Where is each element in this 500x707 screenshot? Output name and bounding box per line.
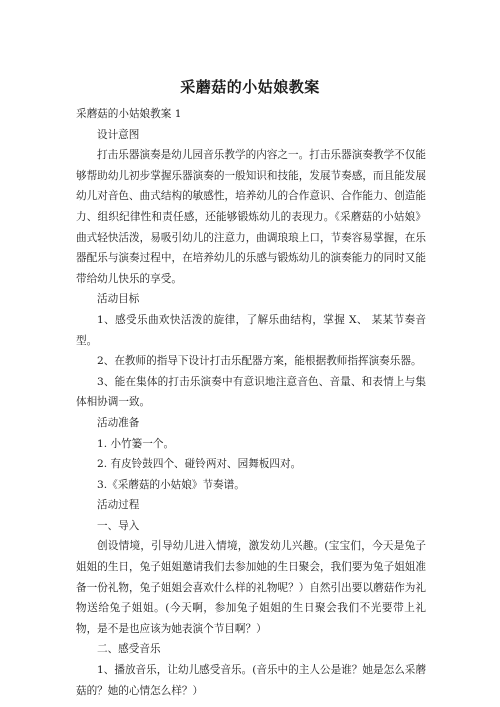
- document-title: 采蘑菇的小姑娘教案: [180, 78, 320, 96]
- section-heading-preparation: 活动准备: [97, 416, 140, 429]
- preparation-item-2: 2. 有皮铃鼓四个、碰铃两对、园舞板四对。: [97, 458, 302, 471]
- process-step-feel-music-heading: 二、感受音乐: [97, 643, 161, 656]
- objective-item-2: 2、在教师的指导下设计打击乐配器方案，能根据教师指挥演奏乐器。: [97, 355, 422, 368]
- section-heading-objectives: 活动目标: [97, 293, 140, 306]
- process-step-intro-heading: 一、导入: [97, 519, 140, 532]
- preparation-item-1: 1. 小竹篓一个。: [97, 437, 175, 450]
- paragraph-feel-music: 1、播放音乐，让幼儿感受音乐。(音乐中的主人公是谁？她是怎么采蘑菇的？她的心情怎么样？）: [76, 664, 426, 697]
- document-body: [76, 104, 426, 701]
- section-heading-process: 活动过程: [97, 499, 140, 512]
- paragraph-design-intent: 打击乐器演奏是幼儿园音乐教学的内容之一。打击乐器演奏教学不仅能够帮助幼儿初步掌握乐器演奏的一般知识和技能，发展节奏感，而且能发展幼儿对音色、曲式结构的敏感性，培养幼儿的合作意识、合作能力、创造能力、组织纪律性和责任感，还能够锻炼幼儿的表现力。《采蘑菇的小姑娘》曲式轻快活泼，易吸引幼儿的注意力，曲调琅琅上口，节奏容易掌握，在乐器配乐与演奏过程中，在培养幼儿的乐感与锻炼幼儿的演奏能力的同时又能带给幼儿快乐的享受。: [76, 149, 426, 285]
- section-heading-design-intent: 设计意图: [97, 128, 140, 141]
- objective-item-1: 1、感受乐曲欢快活泼的旋律，了解乐曲结构，掌握 X、 某某节奏音型。: [76, 313, 426, 347]
- preparation-item-3: 3.《采蘑菇的小姑娘》节奏谱。: [97, 478, 245, 491]
- document-subtitle: 采蘑菇的小姑娘教案 1: [76, 108, 182, 120]
- paragraph-intro: 创设情境，引导幼儿进入情境，激发幼儿兴趣。(宝宝们，今天是兔子姐姐的生日，兔子姐姐邀请我们去参加她的生日聚会，我们要为兔子姐姐准备一份礼物，兔子姐姐会喜欢什么样的礼物呢？）自然引出要以蘑菇作为礼物送给兔子姐姐。(今天啊，参加兔子姐姐的生日聚会我们不光要带上礼物，是不是也应该为她表演个节目啊？）: [76, 540, 426, 635]
- objective-item-3: 3、能在集体的打击乐演奏中有意识地注意音色、音量、和表情上与集体相协调一致。: [76, 375, 426, 409]
